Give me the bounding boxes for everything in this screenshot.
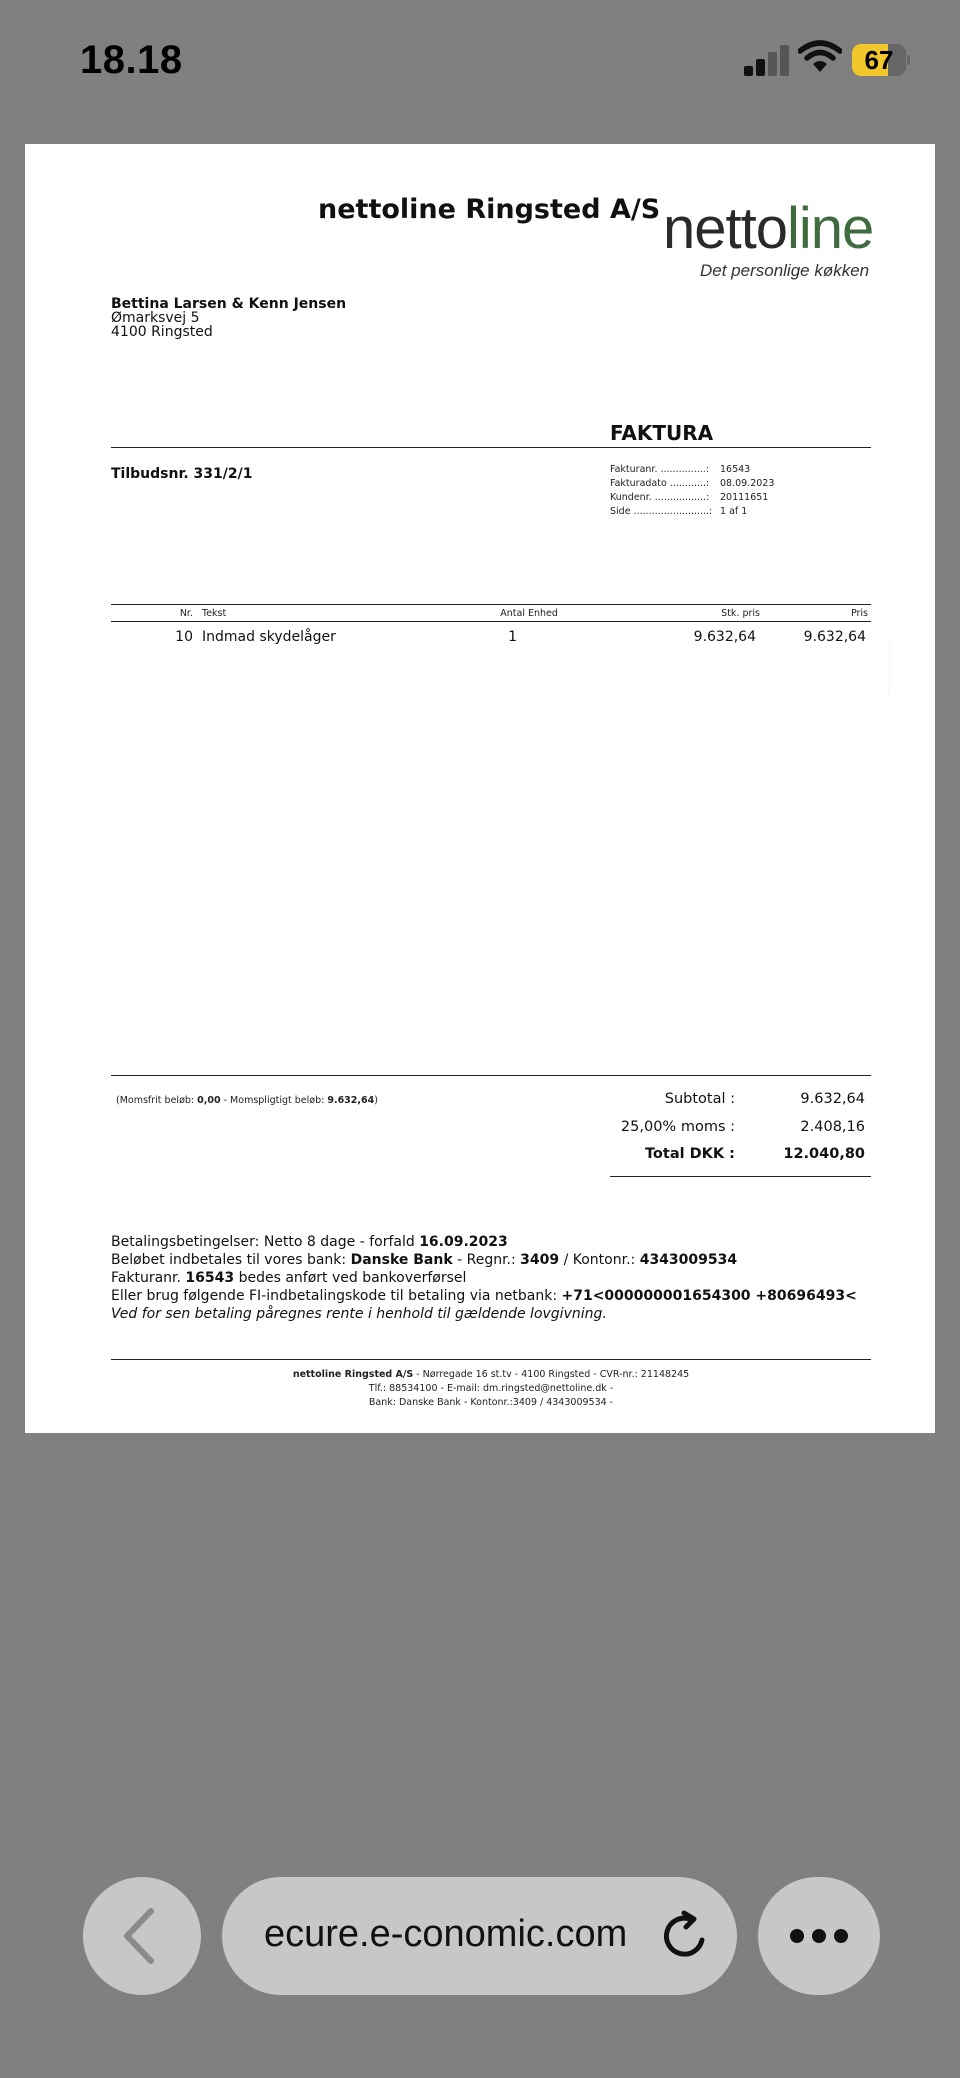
total-label: Total DKK : [644, 1146, 735, 1162]
account-number: 4343009534 [639, 1252, 738, 1268]
divider [111, 447, 615, 448]
fi-code: +71<000000001654300 +80696493< [561, 1288, 857, 1304]
vat-label: 25,00% moms : [620, 1119, 735, 1135]
more-button[interactable] [758, 1877, 880, 1995]
col-header-tekst: Tekst [202, 608, 227, 619]
footer-company: nettoline Ringsted A/S [292, 1369, 414, 1380]
fi-code-text: Eller brug følgende FI-indbetalingskode til betaling via netbank: [111, 1288, 562, 1304]
table-top-rule [111, 604, 871, 605]
footer-address [111, 1369, 871, 1380]
battery-icon [852, 44, 910, 76]
customer-city: 4100 Ringsted [111, 324, 213, 340]
page-value: 1 af 1 [720, 506, 748, 517]
payment-terms-text: Betalingsbetingelser: Netto 8 dage - forfald [111, 1234, 420, 1250]
account-label: / Kontonr.: [559, 1252, 640, 1268]
logo-tagline: Det personlige køkken [700, 261, 870, 280]
row-tekst: Indmad skydelåger [202, 629, 336, 645]
chevron-left-icon [83, 1877, 201, 1995]
subtotal-value: 9.632,64 [800, 1091, 865, 1107]
address-bar[interactable] [222, 1877, 737, 1995]
bank-name: Danske Bank [350, 1252, 453, 1268]
payment-terms [111, 1234, 508, 1250]
invoice-reference [111, 1270, 466, 1286]
col-header-stk-pris: Stk. pris [721, 608, 760, 619]
invoice-number-label: Fakturanr. ...............: [610, 464, 709, 475]
invoice-page [25, 144, 935, 1433]
vat-free-amount: 0,00 [197, 1095, 221, 1106]
document-title: FAKTURA [610, 421, 714, 445]
vat-liable-amount: 9.632,64 [327, 1095, 375, 1106]
col-header-pris: Pris [850, 608, 868, 619]
totals-top-rule [111, 1075, 871, 1076]
customer-name: Bettina Larsen & Kenn Jensen [111, 296, 347, 312]
vat-note-suffix: ) [374, 1095, 378, 1106]
row-antal: 1 [508, 629, 517, 645]
invoice-date-value: 08.09.2023 [720, 478, 775, 489]
divider [610, 447, 871, 448]
due-date: 16.09.2023 [419, 1234, 508, 1250]
late-payment-note: Ved for sen betaling påregnes rente i henhold til gældende lovgivning. [111, 1306, 607, 1322]
row-stk-pris: 9.632,64 [693, 629, 756, 645]
url-text: ecure.e-conomic.com [264, 1913, 628, 1955]
customer-number-label: Kundenr. .................: [610, 492, 710, 503]
invoice-reference-number: 16543 [185, 1270, 235, 1286]
battery-percent: 67 [864, 45, 894, 75]
bank-info-text: Beløbet indbetales til vores bank: [111, 1252, 351, 1268]
company-logo [663, 196, 874, 261]
company-name: nettoline Ringsted A/S [318, 194, 661, 225]
reg-label: - Regnr.: [452, 1252, 521, 1268]
col-header-antal: Antal [500, 608, 525, 619]
invoice-reference-prefix: Fakturanr. [111, 1270, 186, 1286]
customer-number-value: 20111651 [720, 492, 769, 503]
col-header-nr: Nr. [179, 608, 193, 619]
col-header-enhed: Enhed [528, 608, 558, 619]
row-pris: 9.632,64 [803, 629, 866, 645]
invoice-number-value: 16543 [720, 464, 751, 475]
footer-rule [111, 1359, 871, 1360]
invoice-reference-suffix: bedes anført ved bankoverførsel [234, 1270, 467, 1286]
footer-bank: Bank: Danske Bank - Kontonr.:3409 / 4343009534 - [368, 1397, 614, 1408]
vat-note [116, 1095, 378, 1106]
back-button[interactable] [83, 1877, 201, 1995]
status-time: 18.18 [80, 38, 183, 82]
bank-info [111, 1252, 737, 1268]
logo-part-netto: netto [663, 196, 787, 261]
footer-contact: Tlf.: 88534100 - E-mail: dm.ringsted@nettoline.dk - [368, 1383, 614, 1394]
logo-part-line: line [787, 196, 874, 261]
signal-icon [744, 44, 790, 76]
customer-street: Ømarksvej 5 [111, 310, 200, 326]
reg-number: 3409 [520, 1252, 560, 1268]
total-value: 12.040,80 [783, 1146, 865, 1162]
table-header-rule [111, 621, 871, 622]
reload-icon[interactable] [658, 1910, 710, 1962]
quote-number: Tilbudsnr. 331/2/1 [111, 466, 253, 482]
totals-bottom-rule [610, 1176, 871, 1177]
vat-note-prefix: (Momsfrit beløb: [116, 1095, 198, 1106]
footer-address-text: - Nørregade 16 st.tv - 4100 Ringsted - CVR-nr.: 21148245 [413, 1369, 690, 1380]
vat-note-middle: - Momspligtigt beløb: [220, 1095, 328, 1106]
invoice-date-label: Fakturadato ............: [610, 478, 710, 489]
subtotal-label: Subtotal : [664, 1091, 735, 1107]
row-nr: 10 [175, 629, 193, 645]
fi-code-line [111, 1288, 857, 1304]
side-mark: · · · · · · · · · · · · · · · · · [886, 644, 892, 697]
page-label: Side .........................: [610, 506, 713, 517]
wifi-icon [798, 40, 842, 74]
vat-value: 2.408,16 [800, 1119, 865, 1135]
